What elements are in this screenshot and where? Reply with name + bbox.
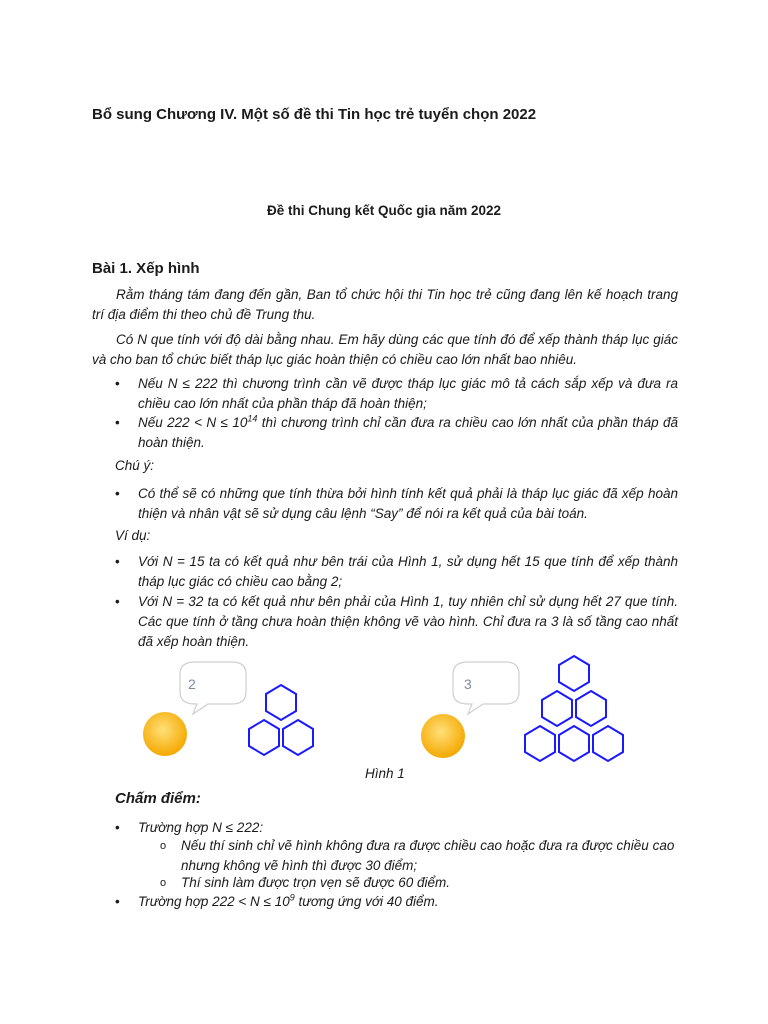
note-text: Có thể sẽ có những que tính thừa bởi hình tính kết quả phải là tháp lục giác đã xếp hoàn thiện và nhân vật sẽ sử dụng câu lệnh “Say” để nói ra kết quả của bài toán. [138, 486, 678, 521]
grading-subitem-text: Thí sinh làm được trọn vẹn sẽ được 60 điểm. [181, 875, 451, 890]
bullet-icon: • [115, 594, 120, 609]
requirement-text: Nếu $222 < N \le 10^{14}$ thì chương trình chỉ cần đưa ra chiều cao lớn nhất của phần tháp đã hoàn thiện. [138, 413, 678, 450]
grading-title: Chấm điểm: [115, 790, 201, 807]
intro-paragraph: Rằm tháng tám đang đến gần, Ban tổ chức hội thi Tin học trẻ cũng đang lên kế hoạch trang trí địa điểm thi theo chủ đề Trung thu. [92, 287, 678, 322]
bullet-icon: • [115, 554, 120, 569]
example-text: Với N = 15 ta có kết quả như bên trái của Hình 1, sử dụng hết 15 que tính để xếp thành tháp lục giác có chiều cao bằng 2; [138, 554, 678, 589]
grading-case [115, 892, 678, 912]
figure-caption: Hình 1 [365, 766, 405, 781]
bubble-value-right: 3 [464, 676, 472, 692]
speech-bubble-right [453, 662, 519, 714]
bullet-icon: • [115, 820, 120, 835]
figure-1 [0, 640, 768, 765]
bullet-icon: • [115, 894, 120, 909]
bubble-value-left: 2 [188, 676, 196, 692]
hex-tower-right [525, 656, 623, 761]
note-item [115, 484, 678, 524]
exam-title: Đề thi Chung kết Quốc gia năm 2022 [266, 203, 502, 218]
grading-case [115, 818, 678, 838]
sun-left-icon [143, 712, 187, 756]
example-label: Ví dụ: [115, 528, 151, 543]
requirement-item [115, 413, 678, 453]
grading-subitem [160, 873, 678, 893]
requirement-text: Nếu N ≤ 222 thì chương trình cần vẽ được tháp lục giác mô tả cách sắp xếp và đưa ra chiều cao lớn nhất của phần tháp đã hoàn thiện; [138, 376, 678, 411]
example-text: Với N = 32 ta có kết quả như bên phải của Hình 1, tuy nhiên chỉ sử dụng hết 27 que tính. Các que tính ở tầng chưa hoàn thiện không vẽ vào hình. Chỉ đưa ra 3 là số tầng cao nhất đã xếp hoàn thiện. [138, 594, 678, 649]
requirement-item [115, 374, 678, 414]
problem-title: Bài 1. Xếp hình [92, 260, 200, 277]
grading-case-text: Trường hợp N ≤ 222: [138, 820, 264, 835]
bullet-icon: • [115, 415, 120, 430]
circle-bullet-icon: o [160, 840, 167, 852]
note-label: Chú ý: [115, 458, 155, 473]
chapter-heading: Bổ sung Chương IV. Một số đề thi Tin học trẻ tuyển chọn 2022 [92, 106, 537, 123]
grading-subitem-text: Nếu thí sinh chỉ vẽ hình không đưa ra được chiều cao hoặc đưa ra được chiều cao nhưng không vẽ hình thì được 30 điểm; [181, 838, 675, 873]
example-item [115, 552, 678, 592]
bullet-icon: • [115, 376, 120, 391]
grading-case-text: Trường hợp $222 < N \le 10^9$ tương ứng với 40 điểm. [138, 892, 439, 909]
grading-subitem [160, 836, 678, 876]
bullet-icon: • [115, 486, 120, 501]
sun-right-icon [421, 714, 465, 758]
task-paragraph: Có N que tính với độ dài bằng nhau. Em hãy dùng các que tính đó để xếp thành tháp lục giác và cho ban tổ chức biết tháp lục giác hoàn thiện có chiều cao lớn nhất bao nhiêu. [92, 332, 678, 367]
circle-bullet-icon: o [160, 877, 167, 889]
hex-tower-left [249, 685, 313, 755]
